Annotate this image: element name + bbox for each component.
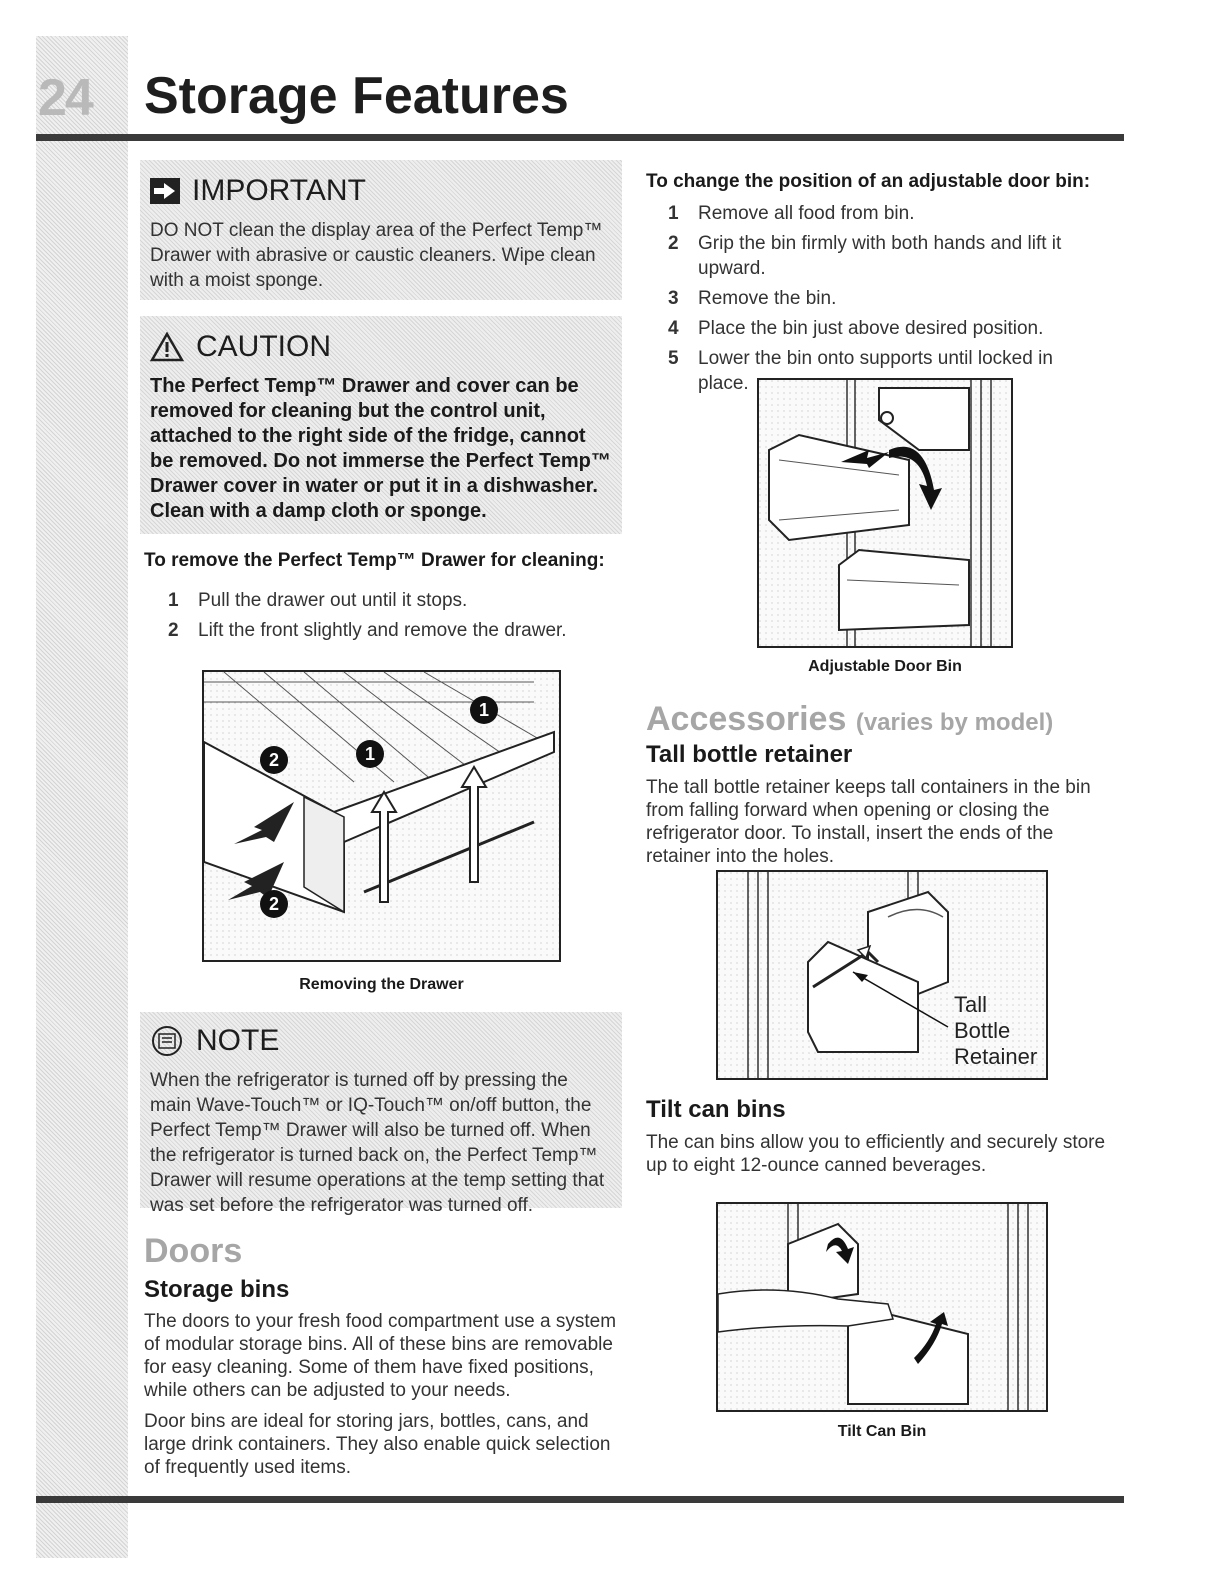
sidebar-strip [36, 36, 128, 1558]
tall-bottle-heading: Tall bottle retainer [646, 741, 853, 768]
adjustable-bin-figure [757, 378, 1013, 648]
top-rule [36, 134, 1124, 141]
note-text: When the refrigerator is turned off by pressing the main Wave-Touch™ or IQ-Touch™ on/off button, the Perfect Temp™ Drawer will also be turned off. When the refrigerator is turned back on, the Perfect Temp™ Drawer will resume operations at the temp setting that was set before the refrigerator was turned off. [150, 1070, 605, 1216]
step-number: 1 [168, 590, 179, 611]
removing-drawer-figure [202, 670, 561, 962]
storage-bins-paragraph-2: Door bins are ideal for storing jars, bottles, cans, and large drink containers. They also enable quick selection of frequently used items. [144, 1411, 611, 1478]
step-number: 1 [668, 203, 679, 224]
bottom-rule [36, 1496, 1124, 1503]
important-text: DO NOT clean the display area of the Perfect Temp™ Drawer with abrasive or caustic cleaners. Wipe clean with a moist sponge. [150, 220, 603, 291]
figure-label-bottle: Bottle [954, 1018, 1011, 1043]
bottle-retainer-illustration [718, 872, 1046, 1078]
callout-label: 1 [478, 700, 490, 720]
adjustable-bin-steps [668, 201, 1108, 401]
note-icon [150, 1024, 184, 1058]
callout-label: 2 [268, 894, 280, 914]
tall-bottle-figure [716, 870, 1048, 1080]
step-text: Lift the front slightly and remove the drawer. [198, 620, 567, 641]
tilt-can-caption: Tilt Can Bin [837, 1423, 927, 1440]
important-heading: IMPORTANT [192, 174, 366, 207]
figure-label-tall: Tall [954, 992, 988, 1017]
caution-header [150, 330, 612, 364]
list-item [168, 588, 608, 613]
tilt-can-paragraph: The can bins allow you to efficiently and securely store up to eight 12-ounce canned beverages. [646, 1132, 1106, 1176]
tall-bottle-paragraph: The tall bottle retainer keeps tall containers in the bin from falling forward when opening or closing the refrigerator door. To install, insert the ends of the retainer into the holes. [646, 777, 1091, 867]
door-bin-illustration [759, 380, 1011, 646]
accessories-note: (varies by model) [855, 709, 1054, 736]
tilt-can-figure [716, 1202, 1048, 1412]
adjustable-bin-caption: Adjustable Door Bin [808, 658, 962, 675]
doors-heading: Doors [144, 1232, 243, 1270]
page-number: 24 [38, 69, 92, 127]
step-number: 4 [668, 318, 679, 339]
accessories-heading [646, 700, 1053, 739]
step-number: 5 [668, 348, 679, 369]
list-item [668, 286, 1108, 311]
remove-drawer-heading: To remove the Perfect Temp™ Drawer for cleaning: [144, 550, 605, 571]
removing-drawer-caption: Removing the Drawer [299, 976, 464, 993]
callout-label: 1 [364, 744, 376, 764]
note-heading: NOTE [196, 1024, 280, 1057]
caution-box [140, 316, 622, 534]
step-number: 2 [668, 233, 679, 254]
remove-drawer-steps [168, 588, 608, 648]
important-header [150, 174, 612, 208]
caution-heading: CAUTION [196, 330, 331, 363]
page-title: Storage Features [144, 67, 569, 125]
adjustable-bin-heading: To change the position of an adjustable door bin: [646, 171, 1091, 192]
step-text: Place the bin just above desired position. [698, 318, 1044, 339]
note-box [140, 1012, 622, 1216]
tilt-can-heading: Tilt can bins [646, 1096, 786, 1123]
drawer-illustration [204, 672, 559, 960]
list-item [668, 201, 1108, 226]
list-item [168, 618, 608, 643]
tilt-can-illustration [718, 1204, 1046, 1410]
step-number: 3 [668, 288, 679, 309]
step-number: 2 [168, 620, 179, 641]
warning-icon [150, 332, 184, 362]
callout-label: 2 [268, 750, 280, 770]
storage-bins-paragraph-1: The doors to your fresh food compartment use a system of modular storage bins. All of these bins are removable for easy cleaning. Some of them have fixed positions, while others can be adjusted to your needs. [144, 1311, 617, 1401]
arrow-right-icon [150, 178, 180, 204]
list-item [668, 231, 1108, 281]
note-header [150, 1024, 612, 1058]
figure-label-retainer: Retainer [954, 1044, 1038, 1069]
storage-bins-heading: Storage bins [144, 1276, 290, 1303]
step-text: Lower the bin onto supports until locked in place. [698, 348, 1053, 394]
accessories-title: Accessories [646, 700, 847, 738]
list-item [668, 316, 1108, 341]
step-text: Remove the bin. [698, 288, 837, 309]
step-text: Remove all food from bin. [698, 203, 915, 224]
caution-text: The Perfect Temp™ Drawer and cover can be removed for cleaning but the control unit, attached to the right side of the fridge, cannot be removed. Do not immerse the Perfect Temp™ Drawer cover in water or put it in a dishwasher. Clean with a damp cloth or sponge. [150, 375, 611, 522]
step-text: Grip the bin firmly with both hands and lift it upward. [698, 233, 1062, 279]
important-box [140, 160, 622, 300]
step-text: Pull the drawer out until it stops. [198, 590, 468, 611]
